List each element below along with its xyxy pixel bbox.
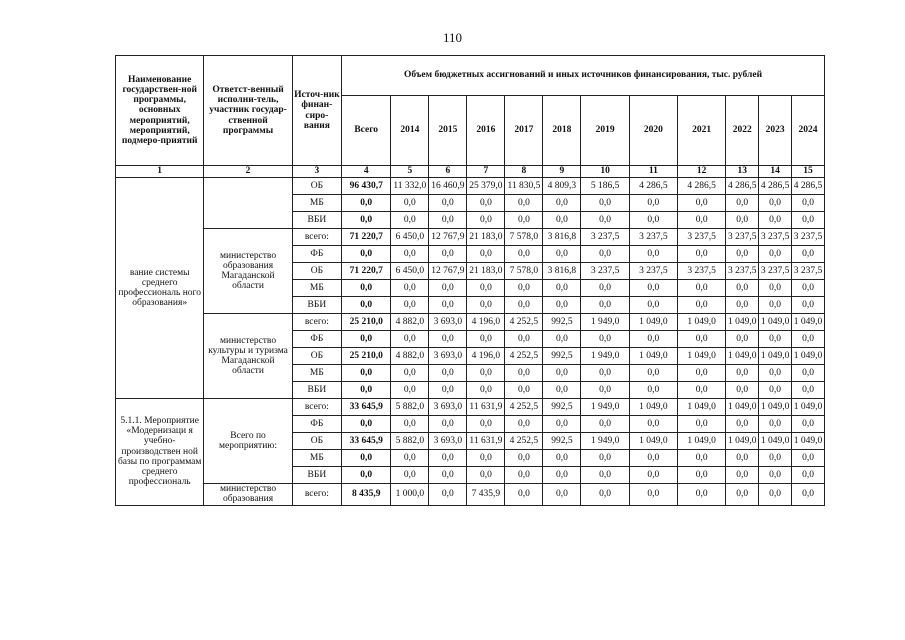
table-row	[116, 178, 825, 195]
value-cell: 0,0	[792, 297, 825, 314]
value-cell: 0,0	[759, 416, 792, 433]
value-cell: 1 949,0	[581, 348, 629, 365]
value-cell: 4 286,5	[792, 178, 825, 195]
table-row	[116, 229, 825, 246]
value-cell: 12 767,9	[429, 263, 467, 280]
value-cell: 0,0	[629, 297, 677, 314]
value-cell: 0,0	[677, 365, 725, 382]
value-cell: 0,0	[543, 416, 581, 433]
header-year: 2016	[467, 96, 505, 166]
column-number: 11	[629, 166, 677, 178]
value-cell: 3 693,0	[429, 399, 467, 416]
value-cell: 1 049,0	[759, 314, 792, 331]
total-cell: 0,0	[342, 382, 391, 399]
value-cell: 0,0	[792, 382, 825, 399]
value-cell: 0,0	[543, 382, 581, 399]
value-cell: 4 809,3	[543, 178, 581, 195]
value-cell: 0,0	[629, 416, 677, 433]
table-row	[116, 314, 825, 331]
value-cell: 0,0	[792, 195, 825, 212]
value-cell: 0,0	[543, 467, 581, 484]
value-cell: 0,0	[677, 280, 725, 297]
value-cell: 0,0	[581, 297, 629, 314]
column-number: 9	[543, 166, 581, 178]
value-cell: 0,0	[467, 365, 505, 382]
value-cell: 0,0	[505, 246, 543, 263]
source-cell: всего:	[292, 484, 341, 506]
value-cell: 1 049,0	[677, 314, 725, 331]
source-cell: ВБИ	[292, 297, 341, 314]
value-cell: 0,0	[429, 382, 467, 399]
value-cell: 0,0	[505, 297, 543, 314]
value-cell: 0,0	[629, 467, 677, 484]
page-number: 110	[442, 30, 463, 45]
value-cell: 0,0	[391, 416, 429, 433]
value-cell: 992,5	[543, 348, 581, 365]
column-number: 7	[467, 166, 505, 178]
value-cell: 21 183,0	[467, 229, 505, 246]
value-cell: 1 049,0	[792, 433, 825, 450]
value-cell: 5 882,0	[391, 433, 429, 450]
value-cell: 0,0	[581, 195, 629, 212]
value-cell: 0,0	[505, 484, 543, 506]
column-number: 5	[391, 166, 429, 178]
value-cell: 1 049,0	[759, 433, 792, 450]
value-cell: 0,0	[759, 365, 792, 382]
value-cell: 0,0	[677, 246, 725, 263]
value-cell: 6 450,0	[391, 263, 429, 280]
value-cell: 0,0	[759, 382, 792, 399]
value-cell: 0,0	[726, 195, 759, 212]
total-cell: 71 220,7	[342, 263, 391, 280]
value-cell: 0,0	[677, 331, 725, 348]
value-cell: 0,0	[677, 416, 725, 433]
value-cell: 3 237,5	[581, 263, 629, 280]
value-cell: 21 183,0	[467, 263, 505, 280]
header-year: 2015	[429, 96, 467, 166]
value-cell: 0,0	[759, 280, 792, 297]
value-cell: 1 949,0	[581, 433, 629, 450]
value-cell: 0,0	[581, 382, 629, 399]
value-cell: 0,0	[543, 484, 581, 506]
value-cell: 0,0	[467, 195, 505, 212]
value-cell: 0,0	[581, 416, 629, 433]
value-cell: 1 949,0	[581, 314, 629, 331]
column-number: 3	[292, 166, 341, 178]
value-cell: 11 631,9	[467, 433, 505, 450]
value-cell: 3 237,5	[759, 263, 792, 280]
header-year: 2020	[629, 96, 677, 166]
value-cell: 3 693,0	[429, 433, 467, 450]
value-cell: 0,0	[581, 450, 629, 467]
value-cell: 0,0	[467, 331, 505, 348]
value-cell: 0,0	[792, 484, 825, 506]
total-cell: 96 430,7	[342, 178, 391, 195]
value-cell: 0,0	[726, 212, 759, 229]
total-cell: 0,0	[342, 297, 391, 314]
value-cell: 3 237,5	[677, 263, 725, 280]
header-year: Всего	[342, 96, 391, 166]
value-cell: 0,0	[505, 331, 543, 348]
value-cell: 3 237,5	[726, 229, 759, 246]
value-cell: 0,0	[581, 484, 629, 506]
value-cell: 0,0	[629, 331, 677, 348]
column-number: 8	[505, 166, 543, 178]
value-cell: 992,5	[543, 433, 581, 450]
source-cell: всего:	[292, 229, 341, 246]
value-cell: 0,0	[467, 467, 505, 484]
value-cell: 0,0	[391, 467, 429, 484]
value-cell: 1 049,0	[759, 348, 792, 365]
total-cell: 0,0	[342, 212, 391, 229]
value-cell: 0,0	[726, 280, 759, 297]
value-cell: 0,0	[391, 365, 429, 382]
value-cell: 1 049,0	[629, 399, 677, 416]
value-cell: 0,0	[467, 297, 505, 314]
value-cell: 0,0	[429, 365, 467, 382]
header-source: Источ-ник финан-сиро-вания	[292, 56, 341, 166]
value-cell: 25 379,0	[467, 178, 505, 195]
value-cell: 0,0	[391, 331, 429, 348]
value-cell: 1 049,0	[629, 433, 677, 450]
value-cell: 0,0	[505, 382, 543, 399]
value-cell: 1 049,0	[726, 348, 759, 365]
source-cell: МБ	[292, 365, 341, 382]
value-cell: 0,0	[391, 382, 429, 399]
value-cell: 0,0	[429, 280, 467, 297]
value-cell: 4 286,5	[629, 178, 677, 195]
value-cell: 0,0	[467, 280, 505, 297]
executor-cell: Всего по мероприятию:	[204, 399, 292, 484]
value-cell: 7 435,9	[467, 484, 505, 506]
value-cell: 11 830,5	[505, 178, 543, 195]
value-cell: 0,0	[629, 246, 677, 263]
value-cell: 0,0	[391, 297, 429, 314]
total-cell: 25 210,0	[342, 348, 391, 365]
source-cell: МБ	[292, 450, 341, 467]
total-cell: 0,0	[342, 331, 391, 348]
value-cell: 0,0	[726, 331, 759, 348]
value-cell: 1 000,0	[391, 484, 429, 506]
source-cell: всего:	[292, 399, 341, 416]
value-cell: 0,0	[505, 212, 543, 229]
value-cell: 0,0	[677, 450, 725, 467]
value-cell: 0,0	[429, 195, 467, 212]
source-cell: ВБИ	[292, 382, 341, 399]
value-cell: 7 578,0	[505, 229, 543, 246]
total-cell: 71 220,7	[342, 229, 391, 246]
value-cell: 7 578,0	[505, 263, 543, 280]
value-cell: 0,0	[429, 212, 467, 229]
value-cell: 0,0	[792, 280, 825, 297]
total-cell: 0,0	[342, 246, 391, 263]
value-cell: 0,0	[505, 416, 543, 433]
column-number: 2	[204, 166, 292, 178]
value-cell: 0,0	[677, 195, 725, 212]
value-cell: 0,0	[759, 450, 792, 467]
value-cell: 3 237,5	[677, 229, 725, 246]
value-cell: 0,0	[759, 246, 792, 263]
value-cell: 3 237,5	[581, 229, 629, 246]
value-cell: 0,0	[759, 297, 792, 314]
value-cell: 0,0	[629, 195, 677, 212]
program-name-cell: вание системы среднего профессиональ ного образования»	[116, 178, 204, 399]
total-cell: 0,0	[342, 365, 391, 382]
value-cell: 0,0	[792, 416, 825, 433]
value-cell: 0,0	[726, 467, 759, 484]
value-cell: 0,0	[467, 246, 505, 263]
value-cell: 3 237,5	[792, 263, 825, 280]
value-cell: 0,0	[629, 450, 677, 467]
value-cell: 4 196,0	[467, 348, 505, 365]
value-cell: 0,0	[581, 212, 629, 229]
value-cell: 3 237,5	[726, 263, 759, 280]
financing-table	[115, 55, 825, 506]
value-cell: 0,0	[505, 467, 543, 484]
value-cell: 1 049,0	[792, 348, 825, 365]
value-cell: 12 767,9	[429, 229, 467, 246]
value-cell: 0,0	[677, 212, 725, 229]
value-cell: 0,0	[581, 280, 629, 297]
value-cell: 1 049,0	[677, 433, 725, 450]
executor-cell	[204, 178, 292, 229]
value-cell: 3 816,8	[543, 229, 581, 246]
value-cell: 0,0	[429, 331, 467, 348]
value-cell: 0,0	[543, 246, 581, 263]
value-cell: 0,0	[759, 212, 792, 229]
total-cell: 0,0	[342, 195, 391, 212]
table-row	[116, 399, 825, 416]
value-cell: 3 816,8	[543, 263, 581, 280]
value-cell: 0,0	[792, 331, 825, 348]
source-cell: ОБ	[292, 348, 341, 365]
value-cell: 0,0	[467, 382, 505, 399]
value-cell: 1 049,0	[629, 348, 677, 365]
value-cell: 5 882,0	[391, 399, 429, 416]
value-cell: 0,0	[581, 331, 629, 348]
value-cell: 0,0	[792, 365, 825, 382]
value-cell: 4 252,5	[505, 399, 543, 416]
source-cell: МБ	[292, 280, 341, 297]
value-cell: 1 049,0	[726, 399, 759, 416]
value-cell: 0,0	[429, 467, 467, 484]
value-cell: 0,0	[726, 365, 759, 382]
value-cell: 4 882,0	[391, 314, 429, 331]
value-cell: 11 631,9	[467, 399, 505, 416]
header-year: 2021	[677, 96, 725, 166]
source-cell: ОБ	[292, 433, 341, 450]
total-cell: 0,0	[342, 450, 391, 467]
value-cell: 0,0	[581, 246, 629, 263]
source-cell: ОБ	[292, 178, 341, 195]
value-cell: 16 460,9	[429, 178, 467, 195]
header-year: 2022	[726, 96, 759, 166]
header-executor: Ответст-венный исполни-тель, участник государ-ственной программы	[204, 56, 292, 166]
value-cell: 0,0	[677, 467, 725, 484]
value-cell: 0,0	[759, 331, 792, 348]
value-cell: 0,0	[467, 212, 505, 229]
source-cell: ФБ	[292, 246, 341, 263]
value-cell: 0,0	[391, 450, 429, 467]
value-cell: 0,0	[759, 195, 792, 212]
header-name: Наименование государствен-ной программы, основных мероприятий, мероприятий, подмеро-приятий	[116, 56, 204, 166]
value-cell: 0,0	[677, 382, 725, 399]
value-cell: 4 286,5	[677, 178, 725, 195]
total-cell: 0,0	[342, 280, 391, 297]
value-cell: 0,0	[677, 297, 725, 314]
value-cell: 0,0	[429, 297, 467, 314]
value-cell: 0,0	[677, 484, 725, 506]
value-cell: 0,0	[629, 365, 677, 382]
header-year: 2014	[391, 96, 429, 166]
total-cell: 25 210,0	[342, 314, 391, 331]
value-cell: 1 049,0	[726, 314, 759, 331]
value-cell: 0,0	[629, 484, 677, 506]
column-number: 13	[726, 166, 759, 178]
value-cell: 4 882,0	[391, 348, 429, 365]
column-number: 1	[116, 166, 204, 178]
value-cell: 0,0	[391, 246, 429, 263]
value-cell: 11 332,0	[391, 178, 429, 195]
value-cell: 4 286,5	[726, 178, 759, 195]
value-cell: 0,0	[792, 212, 825, 229]
value-cell: 0,0	[505, 365, 543, 382]
value-cell: 1 049,0	[792, 399, 825, 416]
program-name-cell: 5.1.1. Мероприятие «Модернизаци я учебно-производствен ной базы по программам среднего профессиональ	[116, 399, 204, 506]
total-cell: 33 645,9	[342, 399, 391, 416]
value-cell: 0,0	[581, 365, 629, 382]
source-cell: всего:	[292, 314, 341, 331]
value-cell: 0,0	[543, 280, 581, 297]
column-number: 6	[429, 166, 467, 178]
value-cell: 4 252,5	[505, 348, 543, 365]
value-cell: 3 237,5	[629, 263, 677, 280]
value-cell: 0,0	[391, 280, 429, 297]
source-cell: МБ	[292, 195, 341, 212]
value-cell: 0,0	[543, 212, 581, 229]
value-cell: 992,5	[543, 399, 581, 416]
value-cell: 0,0	[726, 297, 759, 314]
executor-cell: министерство культуры и туризма Магаданской области	[204, 314, 292, 399]
value-cell: 0,0	[726, 450, 759, 467]
value-cell: 0,0	[543, 195, 581, 212]
header-year: 2018	[543, 96, 581, 166]
value-cell: 0,0	[429, 246, 467, 263]
value-cell: 0,0	[467, 450, 505, 467]
executor-cell: министерство образования Магаданской области	[204, 229, 292, 314]
value-cell: 0,0	[429, 416, 467, 433]
value-cell: 4 196,0	[467, 314, 505, 331]
value-cell: 1 949,0	[581, 399, 629, 416]
value-cell: 0,0	[543, 331, 581, 348]
value-cell: 0,0	[726, 484, 759, 506]
value-cell: 0,0	[391, 195, 429, 212]
value-cell: 0,0	[467, 416, 505, 433]
value-cell: 0,0	[629, 212, 677, 229]
column-number: 14	[759, 166, 792, 178]
header-year: 2017	[505, 96, 543, 166]
value-cell: 0,0	[505, 450, 543, 467]
value-cell: 0,0	[629, 280, 677, 297]
value-cell: 6 450,0	[391, 229, 429, 246]
value-cell: 0,0	[543, 365, 581, 382]
value-cell: 0,0	[759, 467, 792, 484]
value-cell: 1 049,0	[759, 399, 792, 416]
value-cell: 1 049,0	[629, 314, 677, 331]
total-cell: 0,0	[342, 416, 391, 433]
column-number: 4	[342, 166, 391, 178]
source-cell: ОБ	[292, 263, 341, 280]
source-cell: ВБИ	[292, 212, 341, 229]
value-cell: 0,0	[505, 195, 543, 212]
value-cell: 0,0	[391, 212, 429, 229]
value-cell: 0,0	[505, 280, 543, 297]
value-cell: 0,0	[792, 246, 825, 263]
value-cell: 0,0	[429, 484, 467, 506]
value-cell: 4 286,5	[759, 178, 792, 195]
value-cell: 0,0	[726, 382, 759, 399]
value-cell: 0,0	[726, 246, 759, 263]
total-cell: 33 645,9	[342, 433, 391, 450]
table-row	[116, 484, 825, 506]
value-cell: 0,0	[629, 382, 677, 399]
value-cell: 3 237,5	[759, 229, 792, 246]
value-cell: 3 693,0	[429, 314, 467, 331]
header-volume: Объем бюджетных ассигнований и иных источников финансирования, тыс. рублей	[342, 56, 825, 96]
value-cell: 0,0	[792, 450, 825, 467]
column-number: 15	[792, 166, 825, 178]
value-cell: 0,0	[543, 450, 581, 467]
executor-cell: министерство образования	[204, 484, 292, 506]
value-cell: 0,0	[543, 297, 581, 314]
value-cell: 1 049,0	[677, 399, 725, 416]
source-cell: ФБ	[292, 331, 341, 348]
value-cell: 3 237,5	[629, 229, 677, 246]
total-cell: 0,0	[342, 467, 391, 484]
value-cell: 3 693,0	[429, 348, 467, 365]
value-cell: 4 252,5	[505, 433, 543, 450]
value-cell: 992,5	[543, 314, 581, 331]
value-cell: 4 252,5	[505, 314, 543, 331]
source-cell: ВБИ	[292, 467, 341, 484]
value-cell: 0,0	[726, 416, 759, 433]
value-cell: 0,0	[759, 484, 792, 506]
value-cell: 0,0	[792, 467, 825, 484]
header-year: 2024	[792, 96, 825, 166]
source-cell: ФБ	[292, 416, 341, 433]
value-cell: 3 237,5	[792, 229, 825, 246]
column-number: 10	[581, 166, 629, 178]
column-number: 12	[677, 166, 725, 178]
total-cell: 8 435,9	[342, 484, 391, 506]
value-cell: 0,0	[429, 450, 467, 467]
value-cell: 0,0	[581, 467, 629, 484]
value-cell: 1 049,0	[792, 314, 825, 331]
header-year: 2023	[759, 96, 792, 166]
value-cell: 1 049,0	[726, 433, 759, 450]
value-cell: 5 186,5	[581, 178, 629, 195]
value-cell: 1 049,0	[677, 348, 725, 365]
header-year: 2019	[581, 96, 629, 166]
